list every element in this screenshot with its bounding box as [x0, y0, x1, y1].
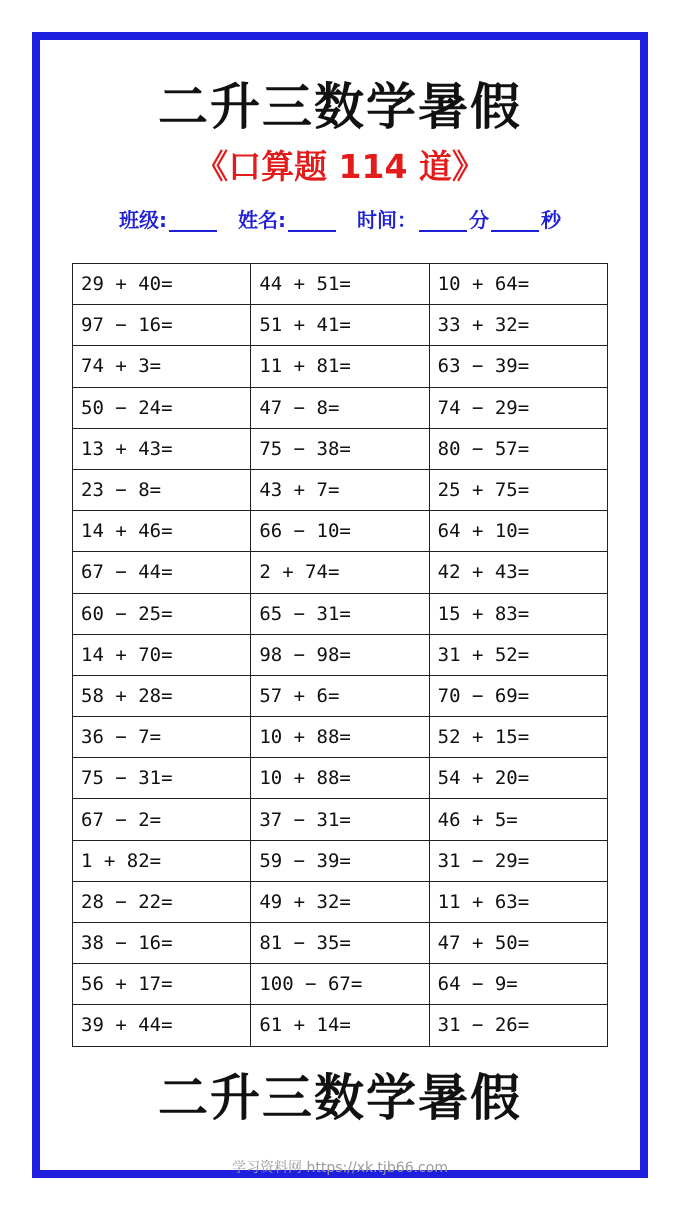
table-row [73, 964, 608, 1005]
student-info-line [0, 208, 680, 232]
problem-cell: 1 + 82= [73, 840, 251, 881]
table-row [73, 634, 608, 675]
problem-cell: 47 + 50= [429, 923, 607, 964]
problem-cell: 42 + 43= [429, 552, 607, 593]
problem-cell: 61 + 14= [251, 1005, 429, 1046]
name-label: 姓名: [238, 208, 286, 232]
problem-cell: 33 + 32= [429, 305, 607, 346]
problem-cell: 37 − 31= [251, 799, 429, 840]
problem-cell: 23 − 8= [73, 469, 251, 510]
problem-cell: 31 − 29= [429, 840, 607, 881]
page-title: 二升三数学暑假 [158, 78, 522, 136]
problem-cell: 67 − 2= [73, 799, 251, 840]
problem-cell: 13 + 43= [73, 428, 251, 469]
table-row [73, 923, 608, 964]
footer-watermark: 学习资料网 https://xk.tjb66.com [232, 1160, 448, 1176]
problem-cell: 57 + 6= [251, 675, 429, 716]
problem-cell: 98 − 98= [251, 634, 429, 675]
table-row [73, 552, 608, 593]
worksheet-subtitle: 《口算题 114 道》 [195, 147, 485, 186]
problem-cell: 49 + 32= [251, 881, 429, 922]
problem-cell: 80 − 57= [429, 428, 607, 469]
problem-cell: 60 − 25= [73, 593, 251, 634]
problem-cell: 47 − 8= [251, 387, 429, 428]
problem-cell: 10 + 88= [251, 717, 429, 758]
problem-cell: 75 − 31= [73, 758, 251, 799]
problem-cell: 54 + 20= [429, 758, 607, 799]
problem-cell: 38 − 16= [73, 923, 251, 964]
table-row [73, 1005, 608, 1046]
problem-cell: 31 − 26= [429, 1005, 607, 1046]
problem-cell: 81 − 35= [251, 923, 429, 964]
table-row [73, 387, 608, 428]
problem-cell: 44 + 51= [251, 264, 429, 305]
problem-cell: 65 − 31= [251, 593, 429, 634]
table-row [73, 305, 608, 346]
problem-table [72, 263, 608, 1047]
problem-cell: 74 − 29= [429, 387, 607, 428]
seconds-blank[interactable] [491, 210, 539, 232]
problem-cell: 50 − 24= [73, 387, 251, 428]
problem-cell: 97 − 16= [73, 305, 251, 346]
name-blank[interactable] [288, 210, 336, 232]
problem-cell: 25 + 75= [429, 469, 607, 510]
table-row [73, 264, 608, 305]
table-row [73, 469, 608, 510]
problem-cell: 64 + 10= [429, 511, 607, 552]
problem-cell: 51 + 41= [251, 305, 429, 346]
table-row [73, 428, 608, 469]
problem-cell: 66 − 10= [251, 511, 429, 552]
table-row [73, 593, 608, 634]
problem-cell: 29 + 40= [73, 264, 251, 305]
problem-cell: 28 − 22= [73, 881, 251, 922]
table-row [73, 717, 608, 758]
problem-cell: 36 − 7= [73, 717, 251, 758]
table-row [73, 346, 608, 387]
problem-cell: 14 + 46= [73, 511, 251, 552]
second-label: 秒 [540, 208, 561, 232]
bottom-title: 二升三数学暑假 [158, 1069, 522, 1127]
table-row [73, 799, 608, 840]
problem-cell: 64 − 9= [429, 964, 607, 1005]
problem-cell: 67 − 44= [73, 552, 251, 593]
table-row [73, 675, 608, 716]
problem-cell: 63 − 39= [429, 346, 607, 387]
problem-cell: 75 − 38= [251, 428, 429, 469]
problem-cell: 56 + 17= [73, 964, 251, 1005]
problem-cell: 31 + 52= [429, 634, 607, 675]
problem-cell: 10 + 88= [251, 758, 429, 799]
class-blank[interactable] [169, 210, 217, 232]
table-row [73, 511, 608, 552]
problem-cell: 100 − 67= [251, 964, 429, 1005]
time-label: 时间： [356, 208, 417, 232]
problem-cell: 74 + 3= [73, 346, 251, 387]
problem-cell: 10 + 64= [429, 264, 607, 305]
problem-cell: 59 − 39= [251, 840, 429, 881]
table-row [73, 758, 608, 799]
problem-cell: 11 + 81= [251, 346, 429, 387]
problem-cell: 14 + 70= [73, 634, 251, 675]
problem-cell: 11 + 63= [429, 881, 607, 922]
problem-cell: 15 + 83= [429, 593, 607, 634]
table-row [73, 881, 608, 922]
problem-cell: 43 + 7= [251, 469, 429, 510]
class-label: 班级: [119, 208, 168, 232]
problem-cell: 46 + 5= [429, 799, 607, 840]
problem-cell: 52 + 15= [429, 717, 607, 758]
minutes-blank[interactable] [419, 210, 467, 232]
problem-cell: 2 + 74= [251, 552, 429, 593]
table-row [73, 840, 608, 881]
minute-label: 分 [468, 208, 489, 232]
problem-cell: 39 + 44= [73, 1005, 251, 1046]
problem-cell: 70 − 69= [429, 675, 607, 716]
problem-cell: 58 + 28= [73, 675, 251, 716]
